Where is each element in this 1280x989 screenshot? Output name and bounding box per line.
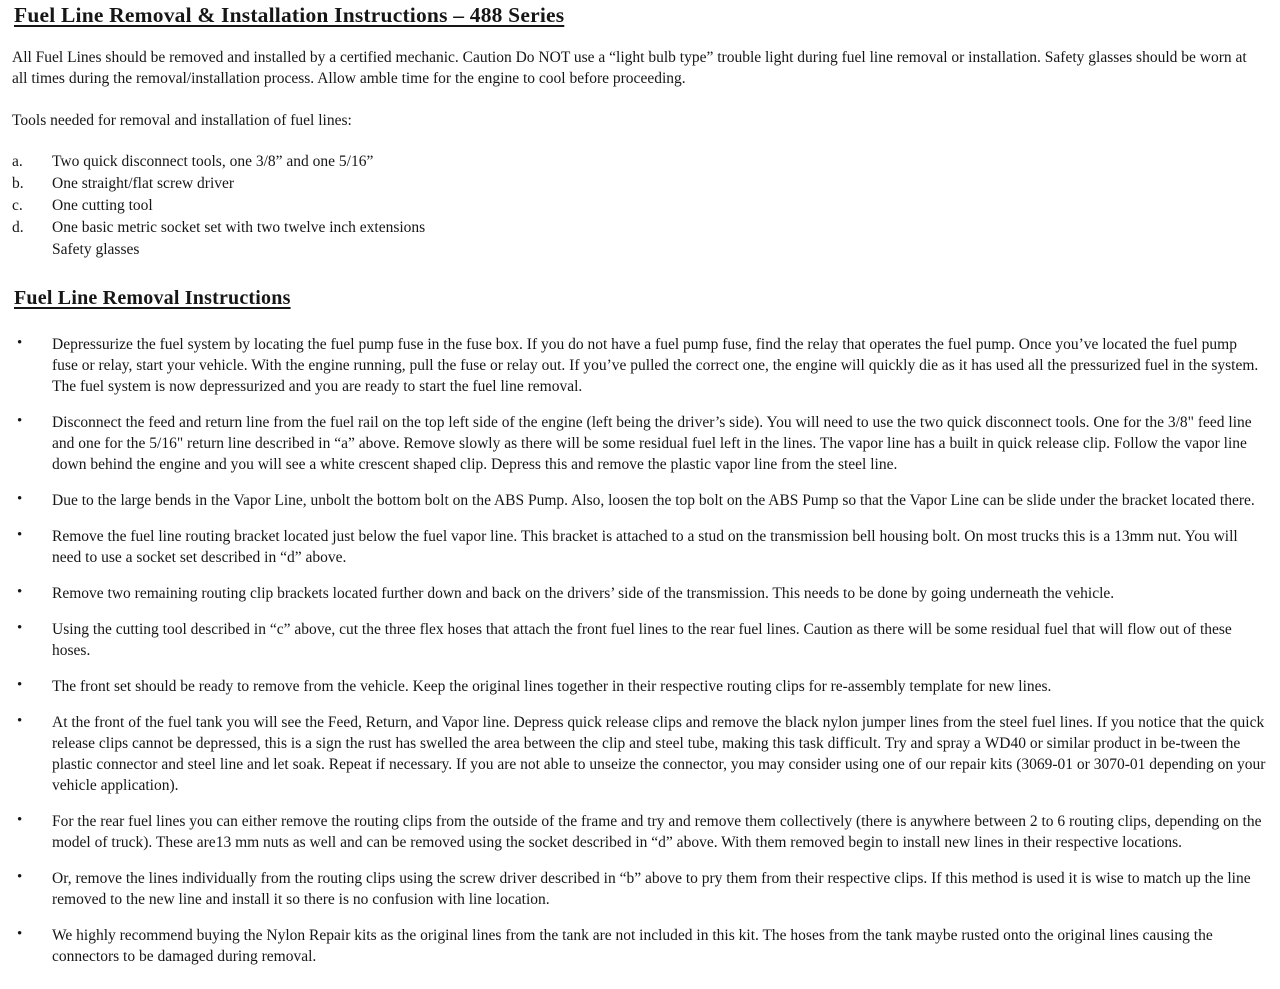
bullet-marker: • [17,527,23,543]
instruction-item [12,583,1266,604]
bullet-marker: • [17,869,23,885]
instruction-item [12,490,1266,511]
bullet-marker: • [17,413,23,429]
list-letter-marker: d. [12,219,24,236]
bullet-marker: • [17,335,23,351]
instruction-item [12,676,1266,697]
section-heading: Fuel Line Removal Instructions [14,287,291,309]
document-title: Fuel Line Removal & Installation Instructions – 488 Series [14,3,565,27]
bullet-marker: • [17,926,23,942]
bullet-marker: • [17,677,23,693]
tools-intro-line: Tools needed for removal and installation of fuel lines: [12,112,352,129]
tools-list-item [12,217,1266,239]
tools-list-item [12,173,1266,195]
tools-item-text: One cutting tool [52,197,153,214]
bullet-marker: • [17,491,23,507]
list-letter-marker: b. [12,175,24,192]
instruction-item [12,334,1266,397]
bullet-marker: • [17,584,23,600]
tools-list-item [12,151,1266,173]
bullet-marker: • [17,812,23,828]
instruction-item [12,811,1266,853]
instruction-item [12,712,1266,796]
list-letter-marker: c. [12,197,23,214]
instruction-item [12,412,1266,475]
instruction-text: Using the cutting tool described in “c” above, cut the three flex hoses that attach the front fuel lines to the rear fuel lines. Caution as there will be some residual fuel that will flow out of these hoses. [52,621,1232,659]
instruction-text: Remove the fuel line routing bracket located just below the fuel vapor line. This bracket is attached to a stud on the transmission bell housing bolt. On most trucks this is a 13mm nut. You will need to use a socket set described in “d” above. [52,528,1238,566]
bullet-marker: • [17,620,23,636]
instruction-text: The front set should be ready to remove from the vehicle. Keep the original lines together in their respective routing clips for re-assembly template for new lines. [52,678,1052,695]
instruction-text: We highly recommend buying the Nylon Repair kits as the original lines from the tank are not included in this kit. The hoses from the tank maybe rusted onto the original lines causing the connectors to be damaged during removal. [52,927,1213,965]
instruction-item [12,868,1266,910]
tools-list-item [12,195,1266,217]
instruction-text: At the front of the fuel tank you will see the Feed, Return, and Vapor line. Depress quick release clips and remove the black nylon jumper lines from the steel fuel lines. If you notice that the quick release clips cannot be depressed, this is a sign the rust has swelled the area between the clip and steel tube, making this task difficult. Try and spray a WD40 or similar product in be-tween the plastic connector and steel line and let soak. Repeat if necessary. If you are not able to unseize the connector, you may consider using one of our repair kits (3069-01 or 3070-01 depending on your vehicle application). [52,714,1266,794]
instruction-text: Due to the large bends in the Vapor Line, unbolt the bottom bolt on the ABS Pump. Also, loosen the top bolt on the ABS Pump so that the Vapor Line can be slide under the bracket located there. [52,492,1255,509]
tools-list [12,151,1266,261]
instruction-item [12,925,1266,967]
tools-item-text: One straight/flat screw driver [52,175,235,192]
instruction-text: For the rear fuel lines you can either remove the routing clips from the outside of the frame and try and remove them collectively (there is anywhere between 2 to 6 routing clips, depending on the model of truck). These are13 mm nuts as well and can be removed using the socket described in “d” above. With them removed begin to install new lines in their respective locations. [52,813,1262,851]
instruction-list [12,334,1266,967]
instruction-item [12,619,1266,661]
instruction-text: Disconnect the feed and return line from the fuel rail on the top left side of the engine (left being the driver’s side). You will need to use the two quick disconnect tools. One for the 3/8" feed line and one for the 5/16" return line described in “a” above. Remove slowly as there will be some residual fuel left in the lines. The vapor line has a built in quick release clip. Follow the vapor line down behind the engine and you will see a white crescent shaped clip. Depress this and remove the plastic vapor line from the steel line. [52,414,1252,473]
tools-item-continuation: Safety glasses [52,241,140,258]
tools-item-text: Two quick disconnect tools, one 3/8” and one 5/16” [52,153,374,170]
tools-item-text: One basic metric socket set with two twelve inch extensions [52,219,426,236]
instruction-text: Or, remove the lines individually from the routing clips using the screw driver described in “b” above to pry them from their respective clips. If this method is used it is wise to match up the line removed to the new line and install it so there is no confusion with line location. [52,870,1251,908]
instruction-item [12,526,1266,568]
instruction-text: Remove two remaining routing clip brackets located further down and back on the drivers’ side of the transmission. This needs to be done by going underneath the vehicle. [52,585,1115,602]
intro-paragraph: All Fuel Lines should be removed and installed by a certified mechanic. Caution Do NOT use a “light bulb type” trouble light during fuel line removal or installation. Safety glasses should be worn at all times during the removal/installation process. Allow amble time for the engine to cool before proceeding. [12,49,1247,87]
instruction-text: Depressurize the fuel system by locating the fuel pump fuse in the fuse box. If you do not have a fuel pump fuse, find the relay that operates the fuel pump. Once you’ve located the fuel pump fuse or relay, start your vehicle. With the engine running, pull the fuse or relay out. If you’ve pulled the correct one, the engine will quickly die as it has used all the pressurized fuel in the system. The fuel system is now depressurized and you are ready to start the fuel line removal. [52,336,1259,395]
bullet-marker: • [17,713,23,729]
list-letter-marker: a. [12,153,23,170]
